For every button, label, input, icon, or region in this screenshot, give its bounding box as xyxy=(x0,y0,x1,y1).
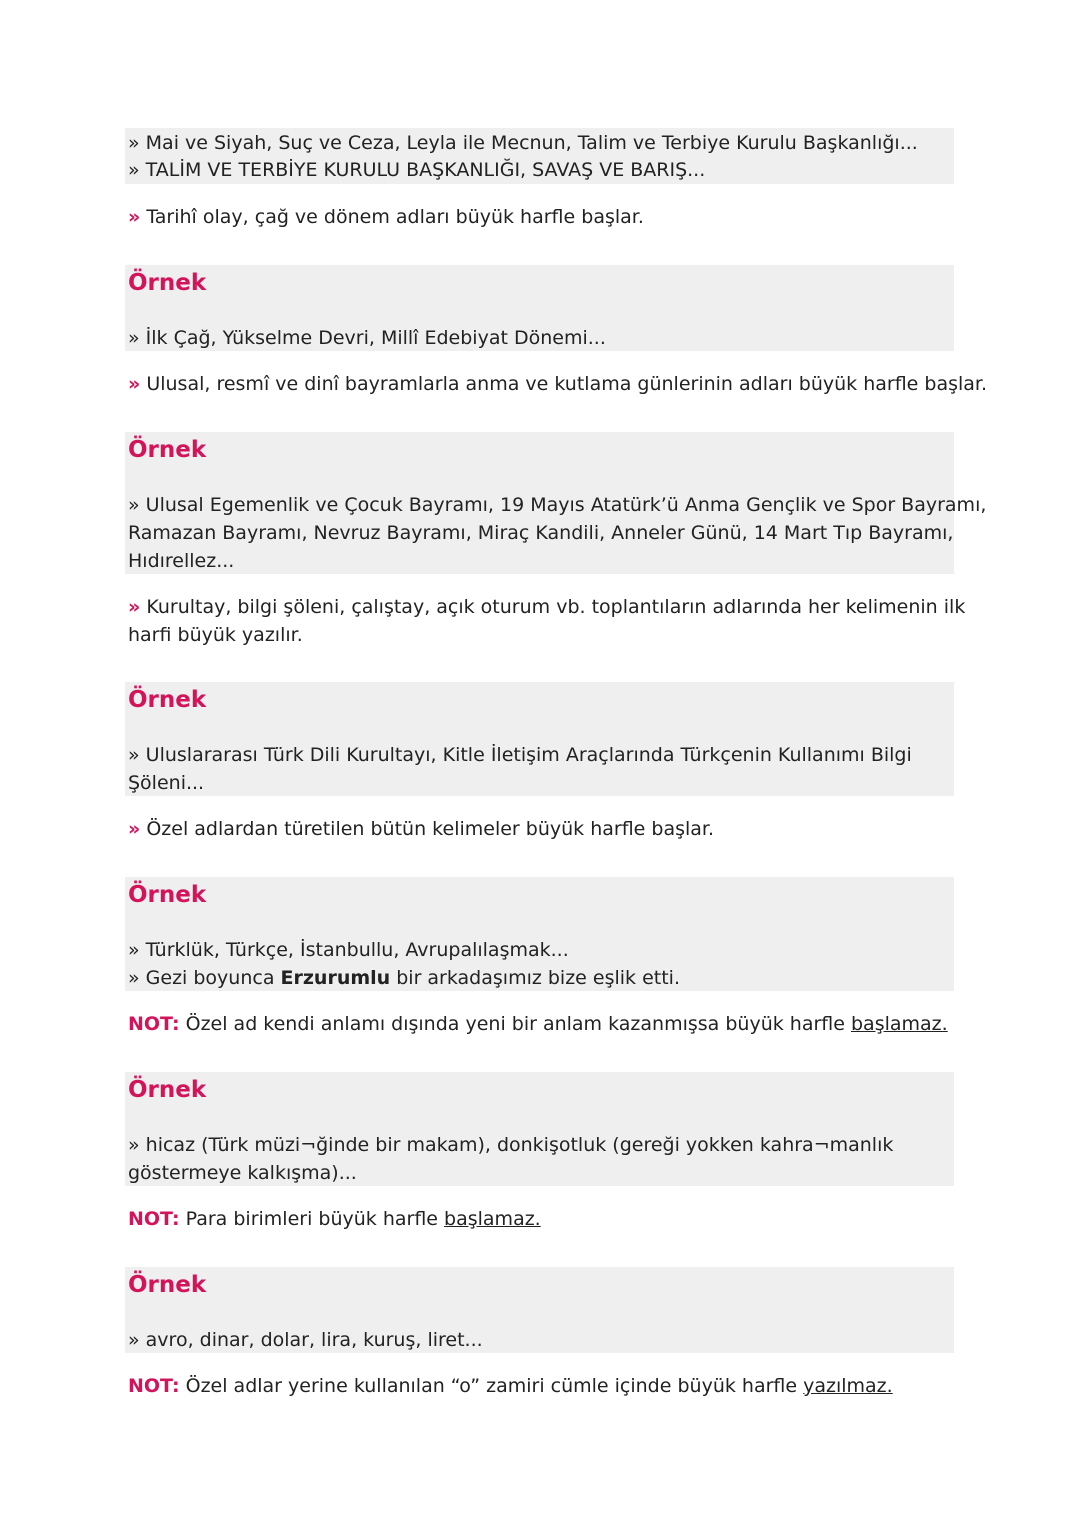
rule-text-continued: harfi büyük yazılır. xyxy=(128,624,303,646)
example-box xyxy=(125,265,954,351)
bullet-marker: » xyxy=(128,596,141,618)
example-line: » Türklük, Türkçe, İstanbullu, Avrupalılaşmak... xyxy=(128,939,569,961)
rule-text: » Tarihî olay, çağ ve dönem adları büyük harfle başlar. xyxy=(128,206,644,228)
rule-text: » Özel adlardan türetilen bütün kelimeler büyük harfle başlar. xyxy=(128,818,715,840)
example-box xyxy=(125,877,954,991)
example-line: » Mai ve Siyah, Suç ve Ceza, Leyla ile Mecnun, Talim ve Terbiye Kurulu Başkanlığı... xyxy=(128,132,918,154)
example-line: » avro, dinar, dolar, lira, kuruş, liret... xyxy=(128,1329,483,1351)
rule-text: » Ulusal, resmî ve dinî bayramlarla anma ve kutlama günlerinin adları büyük harfle başlar. xyxy=(128,373,988,395)
example-line: » hicaz (Türk müzi¬ğinde bir makam), donkişotluk (gereği yokken kahra¬manlık xyxy=(128,1134,894,1156)
example-box xyxy=(125,1267,954,1353)
bold-word: Erzurumlu xyxy=(280,967,391,989)
bullet-marker: » xyxy=(128,818,141,840)
example-heading: Örnek xyxy=(128,687,207,713)
example-box xyxy=(125,128,954,184)
example-line: göstermeye kalkışma)... xyxy=(128,1162,357,1184)
bullet-marker: » xyxy=(128,373,141,395)
example-heading: Örnek xyxy=(128,1077,207,1103)
example-line: » İlk Çağ, Yükselme Devri, Millî Edebiyat Dönemi... xyxy=(128,327,606,349)
underlined-word: başlamaz. xyxy=(850,1013,948,1035)
note-label: NOT: xyxy=(128,1375,180,1397)
underlined-word: başlamaz. xyxy=(444,1208,541,1230)
note-label: NOT: xyxy=(128,1013,180,1035)
example-box xyxy=(125,432,987,574)
example-line: Ramazan Bayramı, Nevruz Bayramı, Miraç Kandili, Anneler Günü, 14 Mart Tıp Bayramı, xyxy=(128,522,954,544)
example-line: Hıdırellez... xyxy=(128,550,235,572)
rule-text: » Kurultay, bilgi şöleni, çalıştay, açık oturum vb. toplantıların adlarında her kelimenin ilk xyxy=(128,596,966,618)
note-text: NOT: Para birimleri büyük harfle başlamaz. xyxy=(128,1208,541,1230)
example-box xyxy=(125,1072,954,1186)
example-line: » TALİM VE TERBİYE KURULU BAŞKANLIĞI, SAVAŞ VE BARIŞ... xyxy=(128,159,706,181)
example-heading: Örnek xyxy=(128,882,207,908)
note-label: NOT: xyxy=(128,1208,180,1230)
note-text: NOT: Özel adlar yerine kullanılan “o” zamiri cümle içinde büyük harfle yazılmaz. xyxy=(128,1375,893,1397)
example-line: » Gezi boyunca Erzurumlu bir arkadaşımız bize eşlik etti. xyxy=(128,967,681,989)
example-line: » Uluslararası Türk Dili Kurultayı, Kitle İletişim Araçlarında Türkçenin Kullanımı Bilgi xyxy=(128,744,912,766)
example-box xyxy=(125,682,954,796)
example-heading: Örnek xyxy=(128,437,207,463)
example-line: Şöleni... xyxy=(128,772,205,794)
bullet-marker: » xyxy=(128,206,141,228)
example-heading: Örnek xyxy=(128,270,207,296)
example-line: » Ulusal Egemenlik ve Çocuk Bayramı, 19 Mayıs Atatürk’ü Anma Gençlik ve Spor Bayramı, xyxy=(128,494,987,516)
note-text: NOT: Özel ad kendi anlamı dışında yeni bir anlam kazanmışsa büyük harfle başlamaz. xyxy=(128,1013,948,1035)
example-heading: Örnek xyxy=(128,1272,207,1298)
underlined-word: yazılmaz. xyxy=(803,1375,893,1397)
